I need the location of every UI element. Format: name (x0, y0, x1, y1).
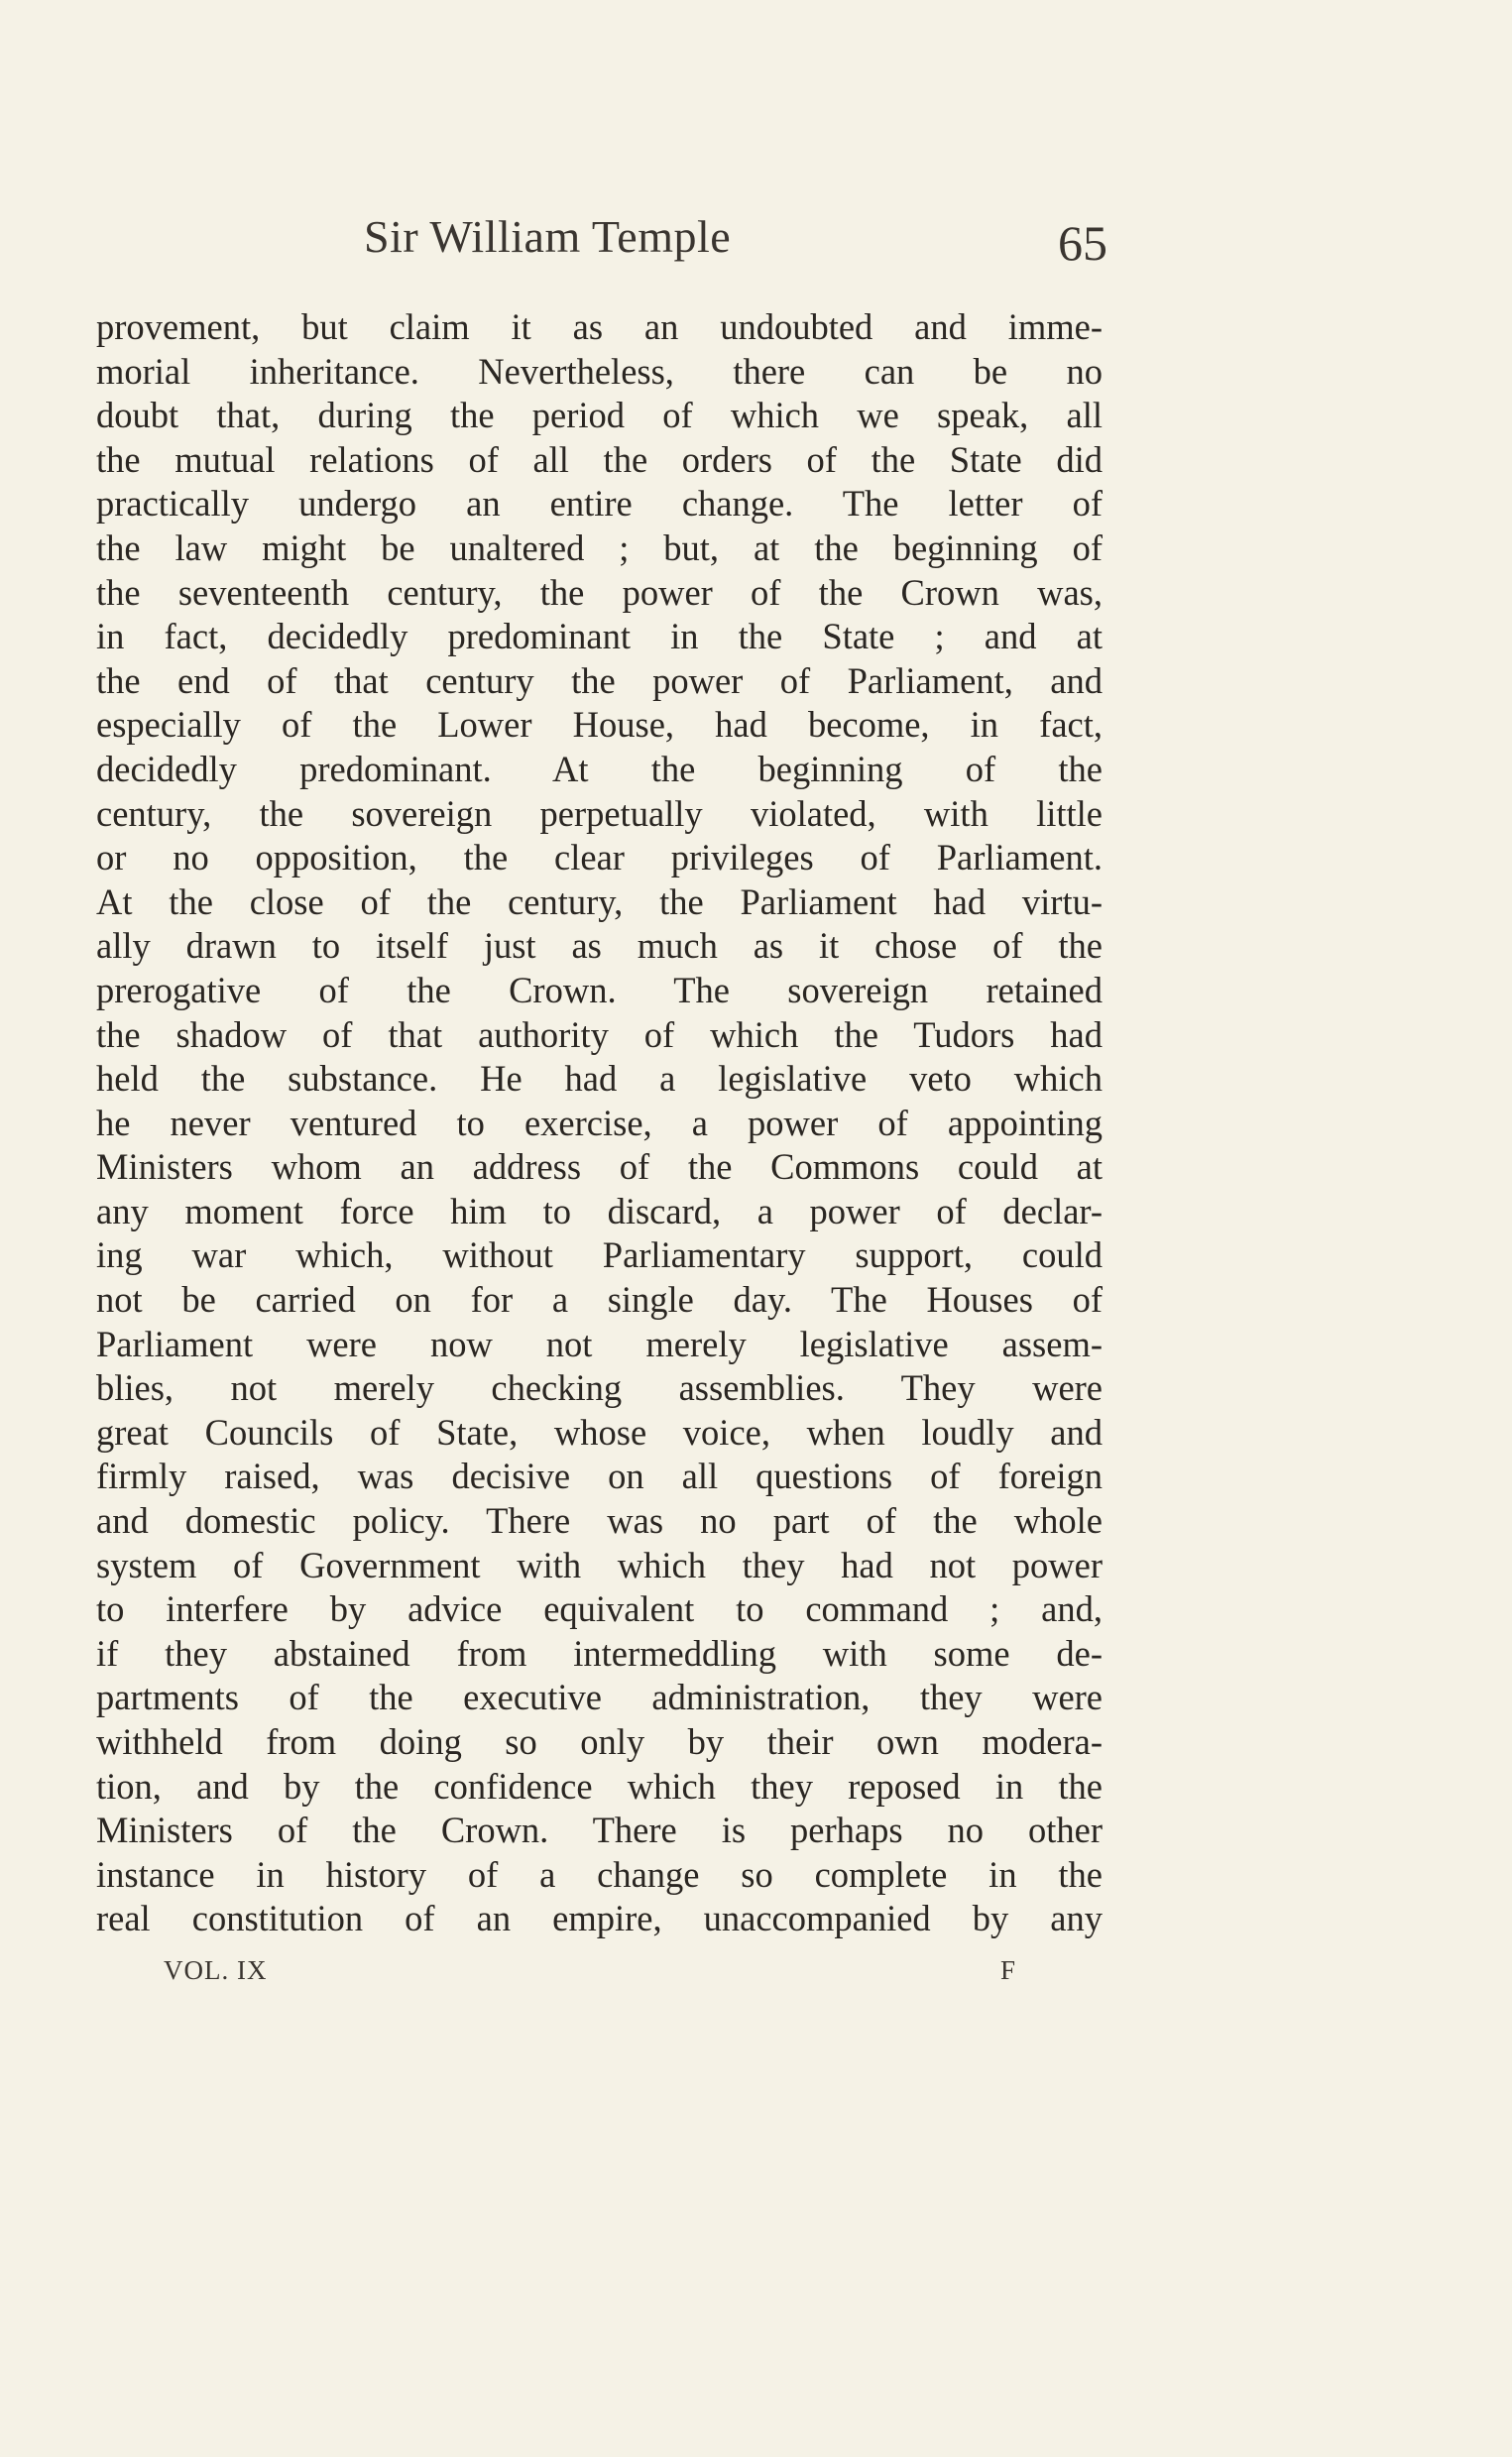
text-line: century, the sovereign perpetually violated, with little (96, 792, 1103, 834)
text-line: ing war which, without Parliamentary support, could (96, 1234, 1103, 1276)
running-head (96, 210, 1107, 280)
running-title: Sir William Temple (364, 211, 732, 262)
text-line: instance in history of a change so complete in the (96, 1853, 1103, 1895)
text-line: At the close of the century, the Parliament had virtu- (96, 880, 1103, 922)
text-line: withheld from doing so only by their own modera- (96, 1721, 1103, 1762)
text-line: tion, and by the confidence which they reposed in the (96, 1765, 1103, 1807)
text-line: Ministers of the Crown. There is perhaps no other (96, 1810, 1103, 1851)
text-line: partments of the executive administration, they were (96, 1677, 1103, 1718)
signature-letter: F (999, 1955, 1016, 1985)
text-line: practically undergo an entire change. The letter of (96, 483, 1103, 525)
text-line: in fact, decidedly predominant in the State ; and at (96, 616, 1103, 657)
text-line: firmly raised, was decisive on all questions of foreign (96, 1456, 1103, 1497)
text-line: if they abstained from intermeddling with some de- (96, 1632, 1103, 1674)
text-line: provement, but claim it as an undoubted and imme- (96, 306, 1103, 347)
text-line: held the substance. He had a legislative veto which (96, 1058, 1103, 1100)
text-line: to interfere by advice equivalent to command ; and, (96, 1588, 1103, 1630)
text-line: not be carried on for a single day. The Houses of (96, 1279, 1103, 1321)
text-line: doubt that, during the period of which we speak, all (96, 395, 1103, 436)
text-line: or no opposition, the clear privileges of Parliament. (96, 837, 1103, 878)
text-line: the seventeenth century, the power of the Crown was, (96, 571, 1103, 613)
text-line: ally drawn to itself just as much as it chose of the (96, 925, 1103, 967)
page-number: 65 (1058, 215, 1107, 271)
text-line: the end of that century the power of Parliament, and (96, 659, 1103, 701)
text-line: any moment force him to discard, a power of declar- (96, 1190, 1103, 1231)
text-line: prerogative of the Crown. The sovereign retained (96, 969, 1103, 1010)
text-line: blies, not merely checking assemblies. They were (96, 1367, 1103, 1409)
text-line: and domestic policy. There was no part of the whole (96, 1500, 1103, 1542)
body-text (96, 305, 1103, 1941)
text-line: real constitution of an empire, unaccompanied by any (96, 1898, 1103, 1939)
text-line: great Councils of State, whose voice, when loudly and (96, 1411, 1103, 1453)
text-line: he never ventured to exercise, a power of appointing (96, 1102, 1103, 1143)
text-line: the law might be unaltered ; but, at the beginning of (96, 526, 1103, 568)
text-line: the shadow of that authority of which the Tudors had (96, 1013, 1103, 1055)
text-line: the mutual relations of all the orders of the State did (96, 438, 1103, 480)
text-line: morial inheritance. Nevertheless, there can be no (96, 350, 1103, 392)
text-line: especially of the Lower House, had become, in fact, (96, 704, 1103, 746)
text-line: Ministers whom an address of the Commons could at (96, 1146, 1103, 1188)
text-line: Parliament were now not merely legislative assem- (96, 1323, 1103, 1364)
footer-signature (164, 1955, 1016, 1995)
text-line: system of Government with which they had not power (96, 1544, 1103, 1585)
text-line: decidedly predominant. At the beginning of the (96, 748, 1103, 789)
volume-mark: VOL. IX (164, 1955, 268, 1985)
